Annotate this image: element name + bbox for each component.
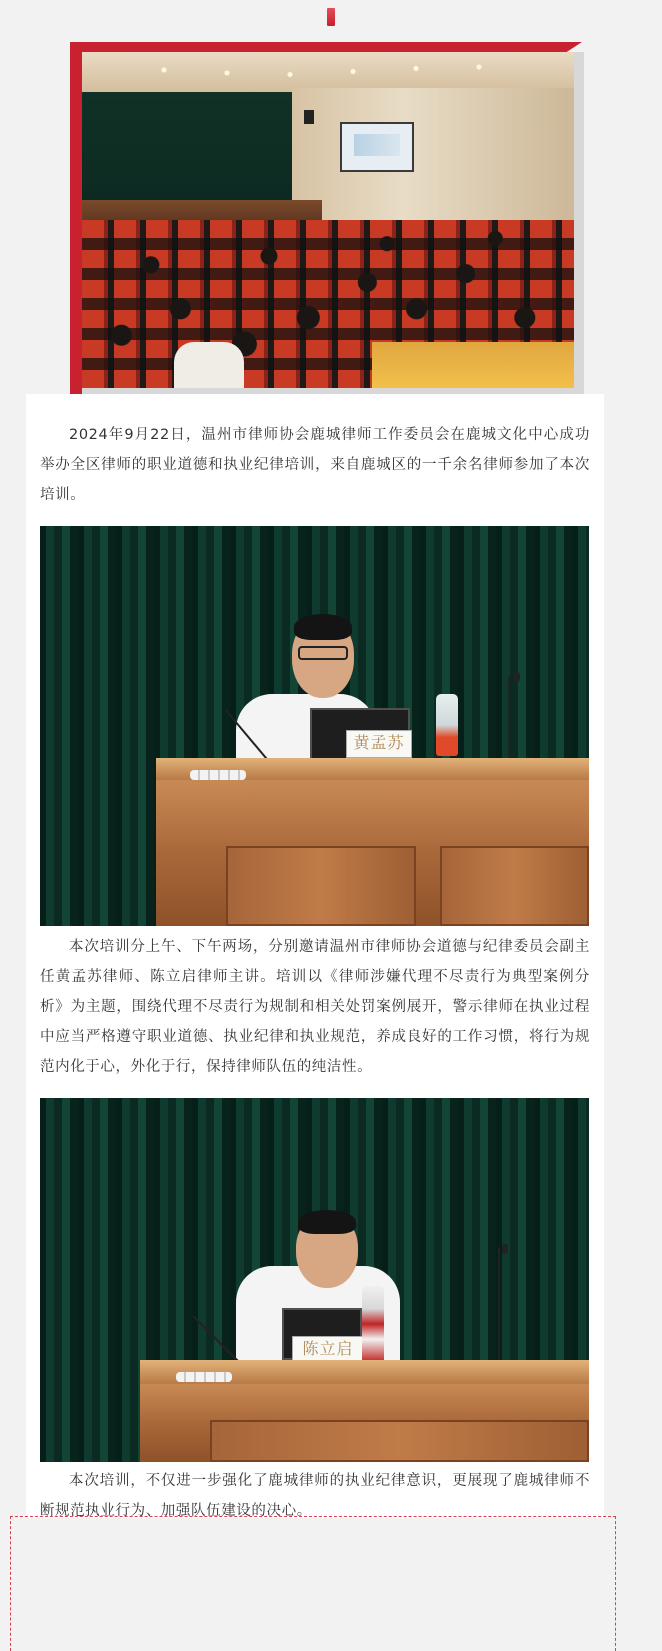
speaker-photo-1	[40, 526, 589, 926]
water-bottle-2	[362, 1286, 384, 1362]
stage-curtain	[82, 92, 292, 204]
speaker-photo-2	[40, 1098, 589, 1462]
content-card	[26, 394, 604, 1518]
speaker-1-glasses	[298, 646, 348, 660]
microphone-2-head	[502, 1244, 508, 1254]
podium-1-panel-right	[440, 846, 589, 926]
speaker-1-hair	[294, 614, 352, 640]
top-marker-decoration	[327, 8, 335, 26]
hero-frame-red-left	[70, 42, 82, 400]
paragraph-conclusion: 本次培训，不仅进一步强化了鹿城律师的执业纪律意识，更展现了鹿城律师不断规范执业行为、加强队伍建设的决心。	[40, 1473, 590, 1519]
microphone-2-stand	[498, 1248, 500, 1360]
projection-screen	[340, 122, 414, 172]
microphone-1-stand	[508, 676, 510, 758]
speaker-2-nameplate: 陈立启	[292, 1336, 364, 1364]
audience-member-white-shirt	[174, 342, 244, 388]
water-bottle-1	[436, 694, 458, 756]
article-page	[10, 8, 652, 1651]
podium-1-logo	[190, 770, 246, 780]
microphone-1-head	[514, 672, 520, 682]
paragraph-details: 本次培训分上午、下午两场，分别邀请温州市律师协会道德与纪律委员会副主任黄孟苏律师、陈立启律师主讲。培训以《律师涉嫌代理不尽责行为典型案例分析》为主题，围绕代理不尽责行为规制和相关处罚案例展开，警示律师在执业过程中应当严格遵守职业道德、执业纪律和执业规范，养成良好的工作习惯，将行为规范内化于心，外化于行，保持律师队伍的纯洁性。	[40, 939, 590, 1075]
ceiling-lights	[122, 58, 542, 88]
wall-speaker	[304, 110, 314, 124]
speaker-1-nameplate: 黄孟苏	[346, 730, 412, 758]
bottom-dashed-decoration	[10, 1516, 616, 1651]
podium-1-panel-left	[226, 846, 416, 926]
front-row-seat	[372, 342, 574, 388]
paragraph-intro: 2024年9月22日，温州市律师协会鹿城律师工作委员会在鹿城文化中心成功举办全区律师的职业道德和执业纪律培训，来自鹿城区的一千余名律师参加了本次培训。	[40, 427, 590, 503]
podium-2-panel	[210, 1420, 589, 1462]
speaker-2-hair	[298, 1210, 356, 1234]
hero-photo-frame	[70, 42, 590, 400]
hero-frame-red-top	[70, 42, 582, 52]
auditorium-photo	[82, 52, 574, 388]
podium-2-logo	[176, 1372, 232, 1382]
